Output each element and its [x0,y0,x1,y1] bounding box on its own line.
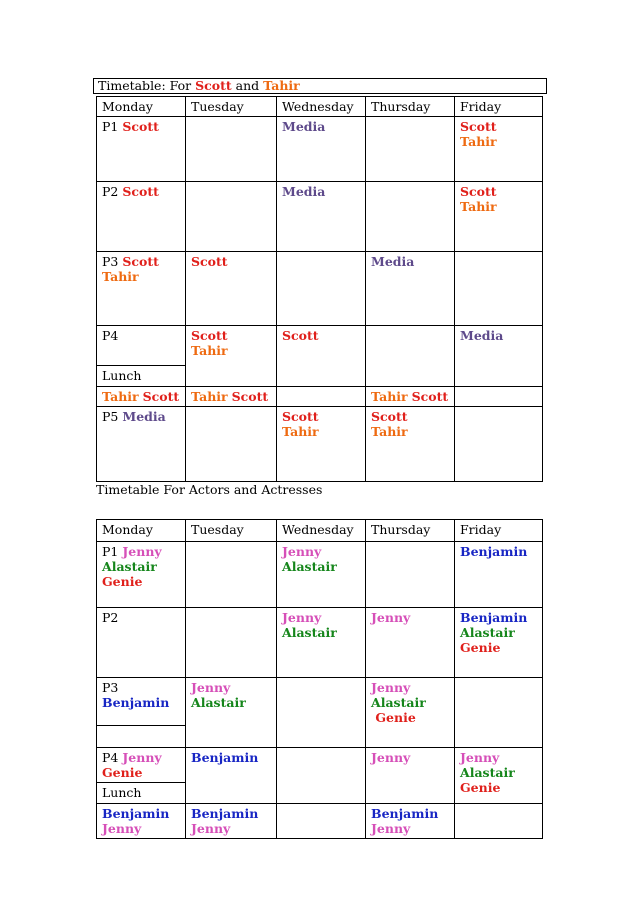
cell-lunch-wednesday [277,387,366,407]
name-alastair: Alastair [460,625,515,640]
cell-lunch-thursday [366,804,455,839]
cell-p2-monday [97,608,186,678]
cell-p5-wednesday [277,407,366,482]
name-scott: Scott [282,409,319,424]
name-benjamin: Benjamin [102,695,170,710]
name-tahir: Tahir [460,134,497,149]
cell-p4-friday [455,748,543,804]
cell-p1-tuesday [186,117,277,182]
name-scott: Scott [460,119,497,134]
cell-p2-thursday [366,608,455,678]
name-jenny: Jenny [371,680,411,695]
period-label: P1 [102,544,119,559]
cell-p5-friday [455,407,543,482]
table-row-lunch [97,804,543,839]
cell-p4-wednesday [277,326,366,387]
table-row [97,678,543,748]
name-alastair: Alastair [282,625,337,640]
cell-p1-thursday [366,542,455,608]
table-row [97,608,543,678]
table-row [97,407,543,482]
cell-p4-tuesday [186,748,277,804]
name-tahir: Tahir [191,389,228,404]
title-and: and [235,78,260,93]
name-media: Media [460,328,504,343]
cell-p5-thursday [366,407,455,482]
name-genie: Genie [102,765,143,780]
cell-p1-wednesday [277,542,366,608]
cell-p4-tuesday [186,326,277,387]
name-jenny: Jenny [371,610,411,625]
header-thursday: Thursday [366,97,455,117]
name-alastair: Alastair [191,695,246,710]
name-tahir: Tahir [460,199,497,214]
header-thursday: Thursday [366,520,455,542]
table-row-lunch [97,387,543,407]
name-benjamin: Benjamin [371,806,439,821]
period-label: P3 [102,254,119,269]
cell-lunch-tuesday [186,387,277,407]
cell-p3-friday [455,252,543,326]
name-scott: Scott [191,328,228,343]
cell-p2-friday [455,608,543,678]
name-scott: Scott [460,184,497,199]
table-row [97,542,543,608]
name-scott: Scott [191,254,228,269]
p3-monday-empty-subcell [97,725,185,742]
name-benjamin: Benjamin [191,750,259,765]
cell-p3-tuesday [186,678,277,748]
cell-p1-tuesday [186,542,277,608]
name-genie: Genie [460,640,501,655]
cell-p5-monday [97,407,186,482]
cell-p4-wednesday [277,748,366,804]
cell-lunch-friday [455,804,543,839]
cell-p4-thursday [366,326,455,387]
header-tuesday: Tuesday [186,520,277,542]
header-wednesday: Wednesday [277,97,366,117]
name-jenny: Jenny [122,750,162,765]
cell-lunch-tuesday [186,804,277,839]
name-tahir: Tahir [102,269,139,284]
cell-p3-tuesday [186,252,277,326]
table-header-row [97,97,543,117]
table-row [97,252,543,326]
header-tuesday: Tuesday [186,97,277,117]
cell-p3-wednesday [277,678,366,748]
header-monday: Monday [97,520,186,542]
timetable-scott-tahir [96,96,543,482]
cell-p1-friday [455,542,543,608]
name-tahir: Tahir [282,424,319,439]
header-friday: Friday [455,97,543,117]
timetable1-title [93,78,547,94]
name-genie: Genie [102,574,143,589]
name-jenny: Jenny [282,544,322,559]
cell-p2-thursday [366,182,455,252]
name-alastair: Alastair [371,695,426,710]
name-scott: Scott [122,254,159,269]
cell-lunch-wednesday [277,804,366,839]
name-media: Media [371,254,415,269]
title-prefix: Timetable: For [98,78,192,93]
name-alastair: Alastair [102,559,157,574]
title-name-tahir: Tahir [263,78,300,93]
name-media: Media [282,184,326,199]
name-jenny: Jenny [371,821,411,836]
name-scott: Scott [122,184,159,199]
name-alastair: Alastair [282,559,337,574]
name-scott: Scott [371,409,408,424]
name-jenny: Jenny [102,821,142,836]
period-label: P1 [102,119,119,134]
name-benjamin: Benjamin [460,610,528,625]
name-jenny: Jenny [460,750,500,765]
header-wednesday: Wednesday [277,520,366,542]
name-media: Media [122,409,166,424]
header-friday: Friday [455,520,543,542]
cell-lunch-monday [97,387,186,407]
period-label: P3 [102,680,119,695]
cell-p2-monday [97,182,186,252]
cell-lunch-friday [455,387,543,407]
cell-p3-monday [97,252,186,326]
timetable2-heading: Timetable For Actors and Actresses [96,482,323,497]
cell-p4-friday [455,326,543,387]
title-name-scott: Scott [195,78,232,93]
cell-p2-tuesday [186,182,277,252]
name-media: Media [282,119,326,134]
name-scott: Scott [411,389,449,404]
table-row [97,117,543,182]
name-jenny: Jenny [122,544,162,559]
name-tahir: Tahir [371,424,408,439]
timetable-actors [96,519,543,839]
cell-p5-tuesday [186,407,277,482]
cell-p1-wednesday [277,117,366,182]
name-jenny: Jenny [191,680,231,695]
name-tahir: Tahir [191,343,228,358]
period-label: P2 [102,610,119,625]
table-row [97,748,543,804]
cell-p2-tuesday [186,608,277,678]
name-scott: Scott [282,328,319,343]
cell-p3-thursday [366,678,455,748]
cell-p2-friday [455,182,543,252]
cell-p1-monday [97,542,186,608]
cell-p1-thursday [366,117,455,182]
cell-p3-thursday [366,252,455,326]
lunch-label: Lunch [97,782,185,800]
cell-p2-wednesday [277,608,366,678]
cell-p2-wednesday [277,182,366,252]
name-alastair: Alastair [460,765,515,780]
lunch-label: Lunch [97,365,185,383]
name-benjamin: Benjamin [102,806,170,821]
cell-lunch-monday [97,804,186,839]
name-tahir: Tahir [371,389,408,404]
period-label: P4 [102,750,119,765]
name-scott: Scott [231,389,269,404]
cell-p3-friday [455,678,543,748]
table-header-row [97,520,543,542]
cell-p4-thursday [366,748,455,804]
name-scott: Scott [122,119,159,134]
name-benjamin: Benjamin [460,544,528,559]
name-tahir: Tahir [102,389,139,404]
name-genie: Genie [371,710,416,725]
name-genie: Genie [460,780,501,795]
cell-p4-monday [97,748,186,804]
cell-lunch-thursday [366,387,455,407]
name-benjamin: Benjamin [191,806,259,821]
cell-p1-monday [97,117,186,182]
name-jenny: Jenny [191,821,231,836]
period-label: P2 [102,184,119,199]
name-jenny: Jenny [282,610,322,625]
name-jenny: Jenny [371,750,411,765]
name-scott: Scott [142,389,180,404]
period-label: P4 [102,328,119,343]
table-row [97,326,543,387]
cell-p3-wednesday [277,252,366,326]
cell-p3-monday [97,678,186,748]
cell-p4-monday [97,326,186,387]
table-row [97,182,543,252]
period-label: P5 [102,409,119,424]
cell-p1-friday [455,117,543,182]
header-monday: Monday [97,97,186,117]
